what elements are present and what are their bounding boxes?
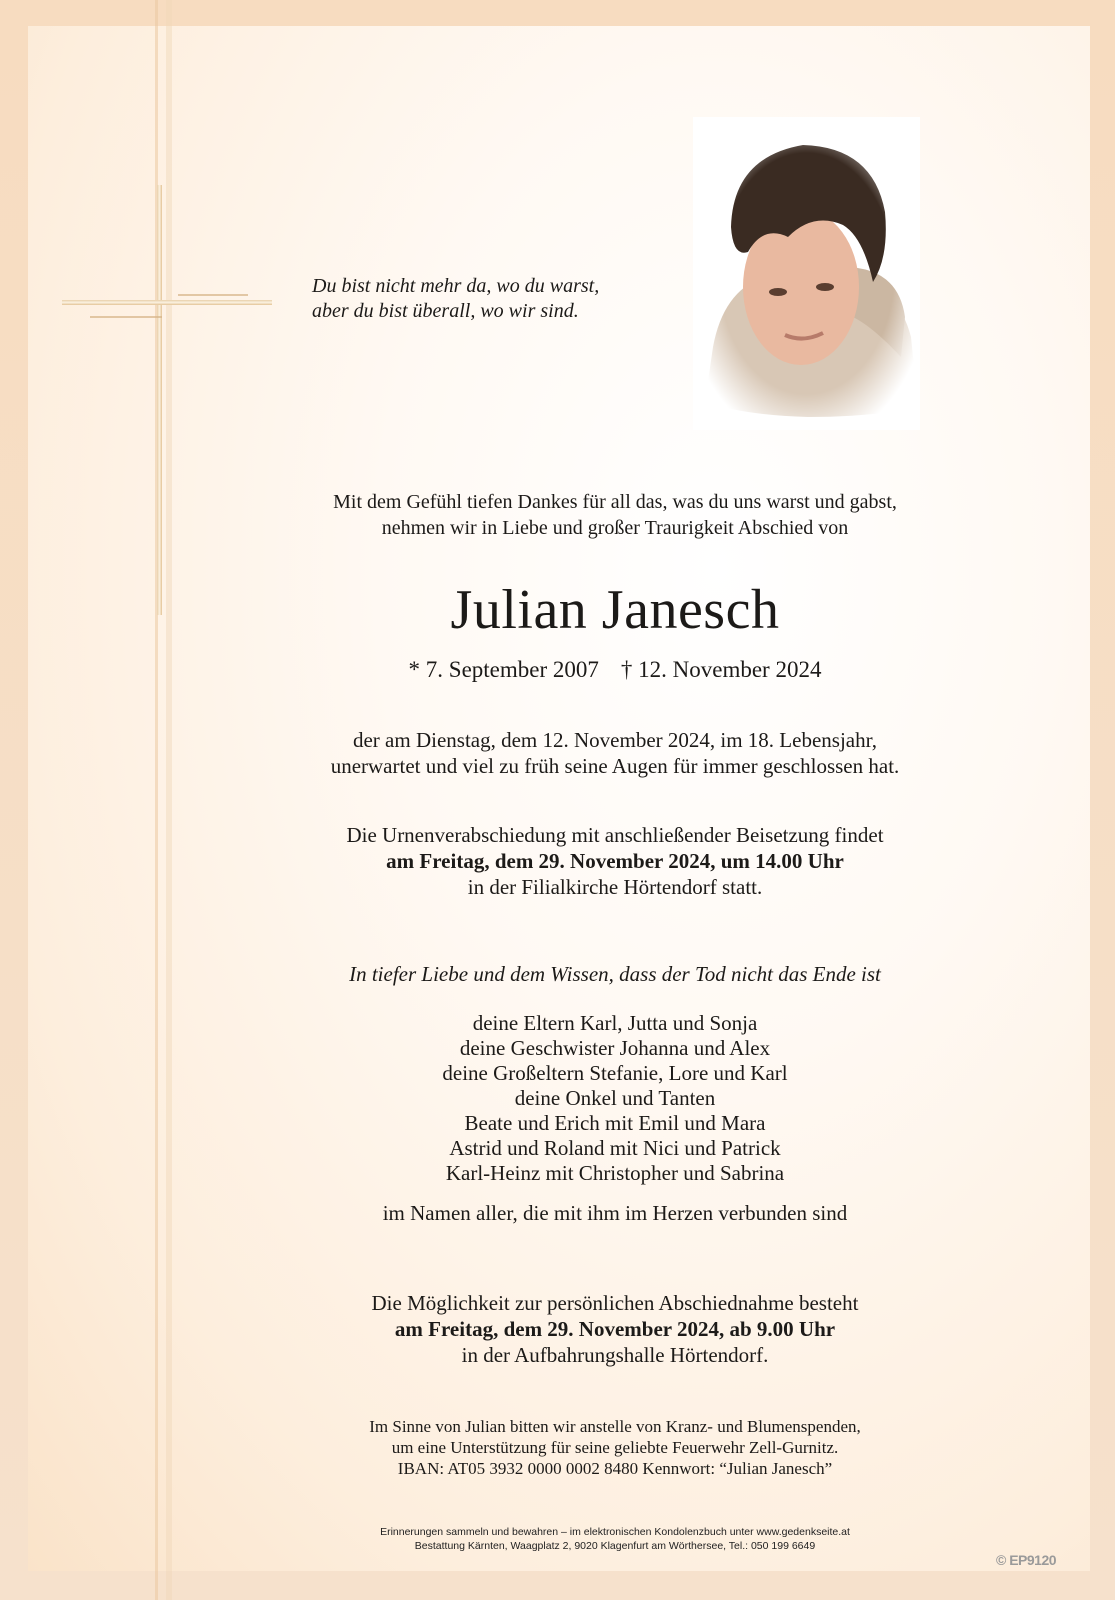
- death-notice: [250, 727, 980, 779]
- donation-iban: IBAN: AT05 3932 0000 0002 8480 Kennwort: “Julian Janesch”: [397, 1459, 833, 1478]
- donation-line: um eine Unterstützung für seine geliebte Feuerwehr Zell-Gurnitz.: [391, 1438, 839, 1457]
- memorial-quote: [312, 274, 692, 324]
- death-notice-line: der am Dienstag, dem 12. November 2024, im 18. Lebensjahr,: [352, 728, 878, 752]
- family-member: Astrid und Roland mit Nici und Patrick: [449, 1136, 781, 1160]
- farewell-location: in der Aufbahrungshalle Hörtendorf.: [461, 1343, 769, 1367]
- cross-horizontal-beam: [62, 300, 272, 305]
- deceased-name: Julian Janesch: [450, 579, 780, 641]
- family-list: [250, 1011, 980, 1186]
- family-member: deine Onkel und Tanten: [514, 1086, 716, 1110]
- ceremony-line: Die Urnenverabschiedung mit anschließender Beisetzung findet: [346, 823, 884, 847]
- portrait-photo: [693, 117, 920, 430]
- farewell-date: am Freitag, dem 29. November 2024, ab 9.00 Uhr: [394, 1317, 836, 1341]
- decorative-line: [166, 0, 172, 1600]
- ceremony-details: [250, 822, 980, 900]
- intro-text: [250, 489, 980, 541]
- ceremony-location: in der Filialkirche Hörtendorf statt.: [467, 875, 763, 899]
- intro-line: nehmen wir in Liebe und großer Traurigkeit Abschied von: [381, 517, 849, 539]
- footer: [250, 1525, 980, 1553]
- template-code: © EP9120: [996, 1552, 1057, 1568]
- intro-line: Mit dem Gefühl tiefen Dankes für all das, was du uns warst und gabst,: [333, 491, 897, 513]
- donation-request: [250, 1416, 980, 1479]
- cross-shadow-line: [90, 316, 162, 318]
- family-member: deine Geschwister Johanna und Alex: [459, 1036, 771, 1060]
- portrait-image: [693, 117, 920, 430]
- motto: In tiefer Liebe und dem Wissen, dass der Tod nicht das Ende ist: [349, 962, 881, 986]
- birth-date: * 7. September 2007: [408, 657, 599, 682]
- farewell-line: Die Möglichkeit zur persönlichen Abschiednahme besteht: [371, 1291, 859, 1315]
- farewell-details: [250, 1290, 980, 1368]
- ceremony-date: am Freitag, dem 29. November 2024, um 14.00 Uhr: [386, 849, 844, 873]
- death-notice-line: unerwartet und viel zu früh seine Augen für immer geschlossen hat.: [330, 754, 900, 778]
- family-member: deine Großeltern Stefanie, Lore und Karl: [442, 1061, 788, 1085]
- donation-line: Im Sinne von Julian bitten wir anstelle von Kranz- und Blumenspenden,: [369, 1417, 861, 1436]
- family-member: Beate und Erich mit Emil und Mara: [464, 1111, 766, 1135]
- family-member: deine Eltern Karl, Jutta und Sonja: [472, 1011, 758, 1035]
- quote-line: Du bist nicht mehr da, wo du warst,: [312, 275, 600, 297]
- life-dates: [250, 655, 980, 685]
- death-date: † 12. November 2024: [620, 657, 822, 682]
- closing-line: im Namen aller, die mit ihm im Herzen verbunden sind: [382, 1201, 848, 1225]
- quote-line: aber du bist überall, wo wir sind.: [312, 300, 579, 322]
- footer-line: Bestattung Kärnten, Waagplatz 2, 9020 Klagenfurt am Wörthersee, Tel.: 050 199 6649: [414, 1540, 816, 1552]
- footer-line: Erinnerungen sammeln und bewahren – im elektronischen Kondolenzbuch unter www.gedenkseite.at: [380, 1526, 850, 1538]
- family-member: Karl-Heinz mit Christopher und Sabrina: [445, 1161, 785, 1185]
- cross-vertical-beam: [157, 185, 162, 615]
- cross-shadow-line: [178, 294, 248, 296]
